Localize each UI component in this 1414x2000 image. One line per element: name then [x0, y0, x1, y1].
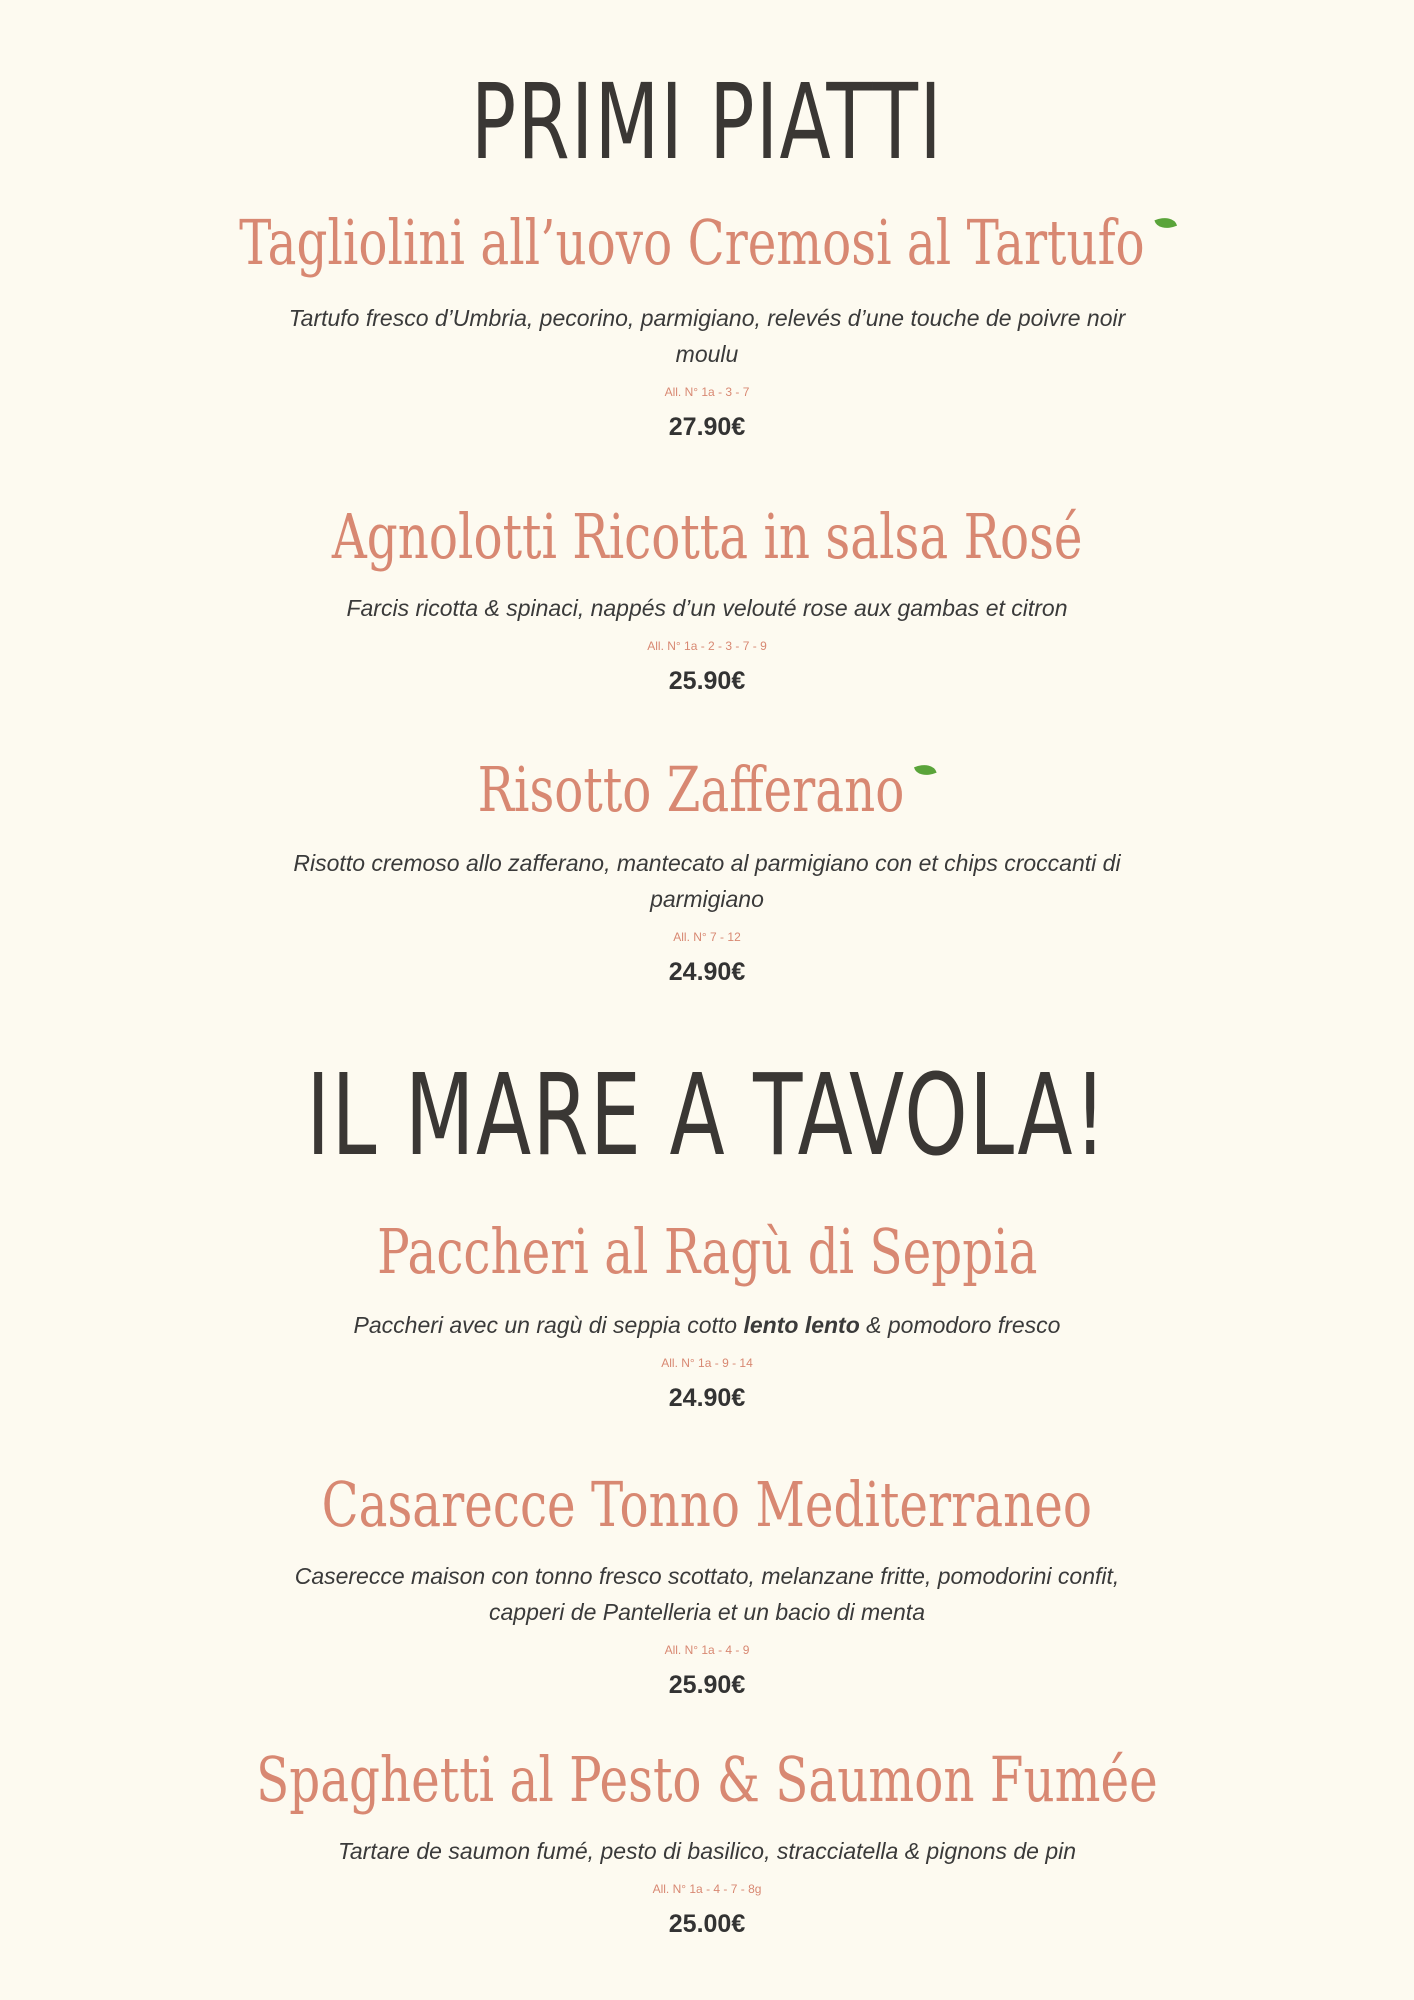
dish-price: 24.90€	[668, 1384, 746, 1412]
dish-item	[0, 1743, 1414, 1939]
dish-allergens: All. N° 1a - 3 - 7	[664, 385, 750, 399]
dish-allergens: All. N° 1a - 4 - 9	[664, 1643, 750, 1657]
leaf-icon	[1154, 212, 1177, 233]
dish-price: 24.90€	[668, 958, 746, 986]
dish-description: Tartufo fresco d’Umbria, pecorino, parmigiano, relevés d’une touche de poivre noir moulu	[288, 305, 1126, 367]
dish-name: Risotto Zafferano	[478, 759, 936, 821]
dish-name: Spaghetti al Pesto & Saumon Fumée	[256, 1743, 1158, 1816]
dish-description: Tartare de saumon fumé, pesto di basilico, stracciatella & pignons de pin	[337, 1838, 1077, 1864]
dish-allergens: All. N° 1a - 4 - 7 - 8g	[652, 1882, 762, 1896]
dish-item	[0, 1468, 1414, 1700]
dish-allergens: All. N° 7 - 12	[673, 930, 741, 944]
dish-price: 25.90€	[668, 667, 746, 695]
dish-description: Farcis ricotta & spinaci, nappés d’un velouté rose aux gambas et citron	[346, 595, 1068, 621]
dish-item	[0, 206, 1414, 442]
dish-item	[0, 1215, 1414, 1413]
dish-price: 25.90€	[668, 1671, 746, 1699]
dish-allergens: All. N° 1a - 9 - 14	[661, 1356, 753, 1370]
dish-allergens: All. N° 1a - 2 - 3 - 7 - 9	[647, 639, 767, 653]
section-title-il-mare-a-tavola: IL MARE A TAVOLA!	[306, 1051, 1108, 1181]
bold-emphasis: lento lento	[743, 1312, 860, 1338]
dish-price: 27.90€	[668, 413, 746, 441]
section-title-primi-piatti: PRIMI PIATTI	[471, 61, 943, 183]
dish-name: Paccheri al Ragù di Seppia	[376, 1215, 1038, 1288]
leaf-icon	[915, 759, 938, 780]
dish-description: Risotto cremoso allo zafferano, mantecato al parmigiano con et chips croccanti di parmigiano	[293, 850, 1121, 912]
dish-price: 25.00€	[668, 1910, 746, 1938]
dish-name: Agnolotti Ricotta in salsa Rosé	[331, 500, 1083, 573]
dish-item	[0, 753, 1414, 987]
dish-item	[0, 500, 1414, 696]
dish-name: Casarecce Tonno Mediterraneo	[321, 1468, 1093, 1541]
dish-description: Caserecce maison con tonno fresco scottato, melanzane fritte, pomodorini confit, capperi de Pantelleria et un bacio di menta	[294, 1563, 1120, 1625]
dish-name: Tagliolini all’uovo Cremosi al Tartufo	[239, 212, 1176, 274]
dish-description: Paccheri avec un ragù di seppia cotto lento lento & pomodoro fresco	[353, 1312, 1061, 1338]
